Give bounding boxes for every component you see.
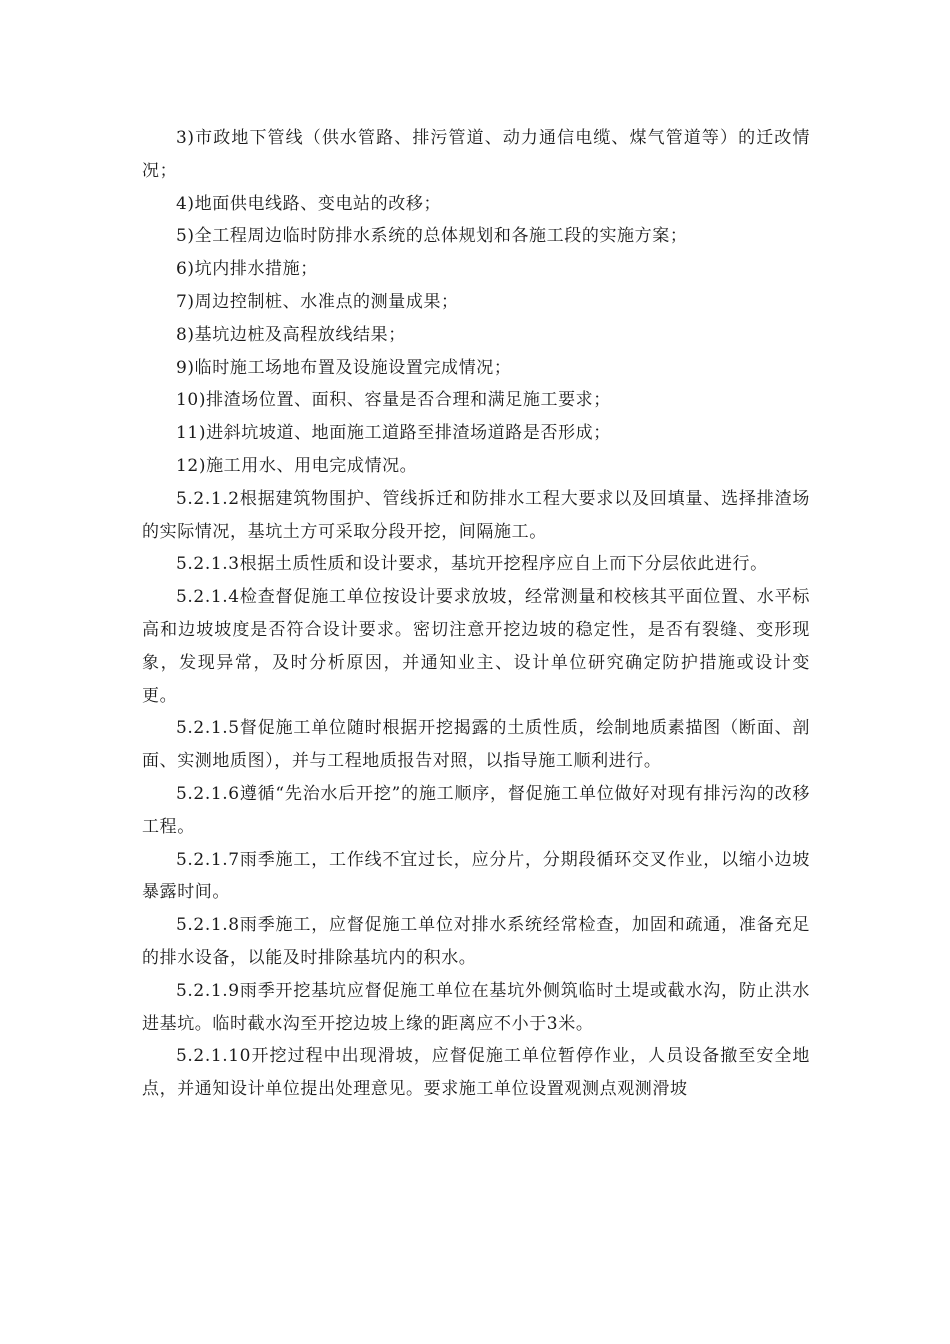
- section-5-2-1-4: 5.2.1.4检查督促施工单位按设计要求放坡，经常测量和校核其平面位置、水平标高和边坡坡度是否符合设计要求。密切注意开挖边坡的稳定性，是否有裂缝、变形现象，发现异常，及时分析原因，并通知业主、设计单位研究确定防护措施或设计变更。: [142, 587, 810, 706]
- section-5-2-1-7: 5.2.1.7雨季施工，工作线不宜过长，应分片，分期段循环交叉作业，以缩小边坡暴露时间。: [142, 849, 810, 903]
- section-5-2-1-6: 5.2.1.6遵循“先治水后开挖”的施工顺序，督促施工单位做好对现有排污沟的改移工程。: [142, 783, 810, 837]
- section-5-2-1-3: 5.2.1.3根据土质性质和设计要求，基坑开挖程序应自上而下分层依此进行。: [176, 554, 768, 575]
- paragraph-item-5: 5)全工程周边临时防排水系统的总体规划和各施工段的实施方案；: [176, 226, 688, 247]
- document-body: [142, 122, 810, 1106]
- paragraph-item-4: 4)地面供电线路、变电站的改移；: [176, 193, 442, 214]
- section-5-2-1-2: 5.2.1.2根据建筑物围护、管线拆迁和防排水工程大要求以及回填量、选择排渣场的实际情况，基坑土方可采取分段开挖，间隔施工。: [142, 488, 810, 542]
- section-5-2-1-5: 5.2.1.5督促施工单位随时根据开挖揭露的土质性质，绘制地质素描图（断面、剖面、实测地质图），并与工程地质报告对照，以指导施工顺利进行。: [142, 718, 810, 772]
- paragraph-item-10: 10)排渣场位置、面积、容量是否合理和满足施工要求；: [176, 390, 611, 411]
- section-5-2-1-9: 5.2.1.9雨季开挖基坑应督促施工单位在基坑外侧筑临时土堤或截水沟，防止洪水进基坑。临时截水沟至开挖边坡上缘的距离应不小于3米。: [142, 980, 810, 1034]
- section-5-2-1-10: 5.2.1.10开挖过程中出现滑坡，应督促施工单位暂停作业，人员设备撤至安全地点，并通知设计单位提出处理意见。要求施工单位设置观测点观测滑坡: [142, 1046, 810, 1100]
- paragraph-item-6: 6)坑内排水措施；: [176, 259, 318, 280]
- paragraph-item-11: 11)进斜坑坡道、地面施工道路至排渣场道路是否形成；: [176, 423, 611, 444]
- paragraph-item-9: 9)临时施工场地布置及设施设置完成情况；: [176, 357, 512, 378]
- paragraph-item-3: 3)市政地下管线（供水管路、排污管道、动力通信电缆、煤气管道等）的迁改情况；: [142, 128, 810, 181]
- paragraph-item-12: 12)施工用水、用电完成情况。: [176, 455, 418, 476]
- section-5-2-1-8: 5.2.1.8雨季施工，应督促施工单位对排水系统经常检查，加固和疏通，准备充足的排水设备，以能及时排除基坑内的积水。: [142, 915, 810, 968]
- paragraph-item-7: 7)周边控制桩、水准点的测量成果；: [176, 291, 459, 312]
- paragraph-item-8: 8)基坑边桩及高程放线结果；: [176, 324, 406, 345]
